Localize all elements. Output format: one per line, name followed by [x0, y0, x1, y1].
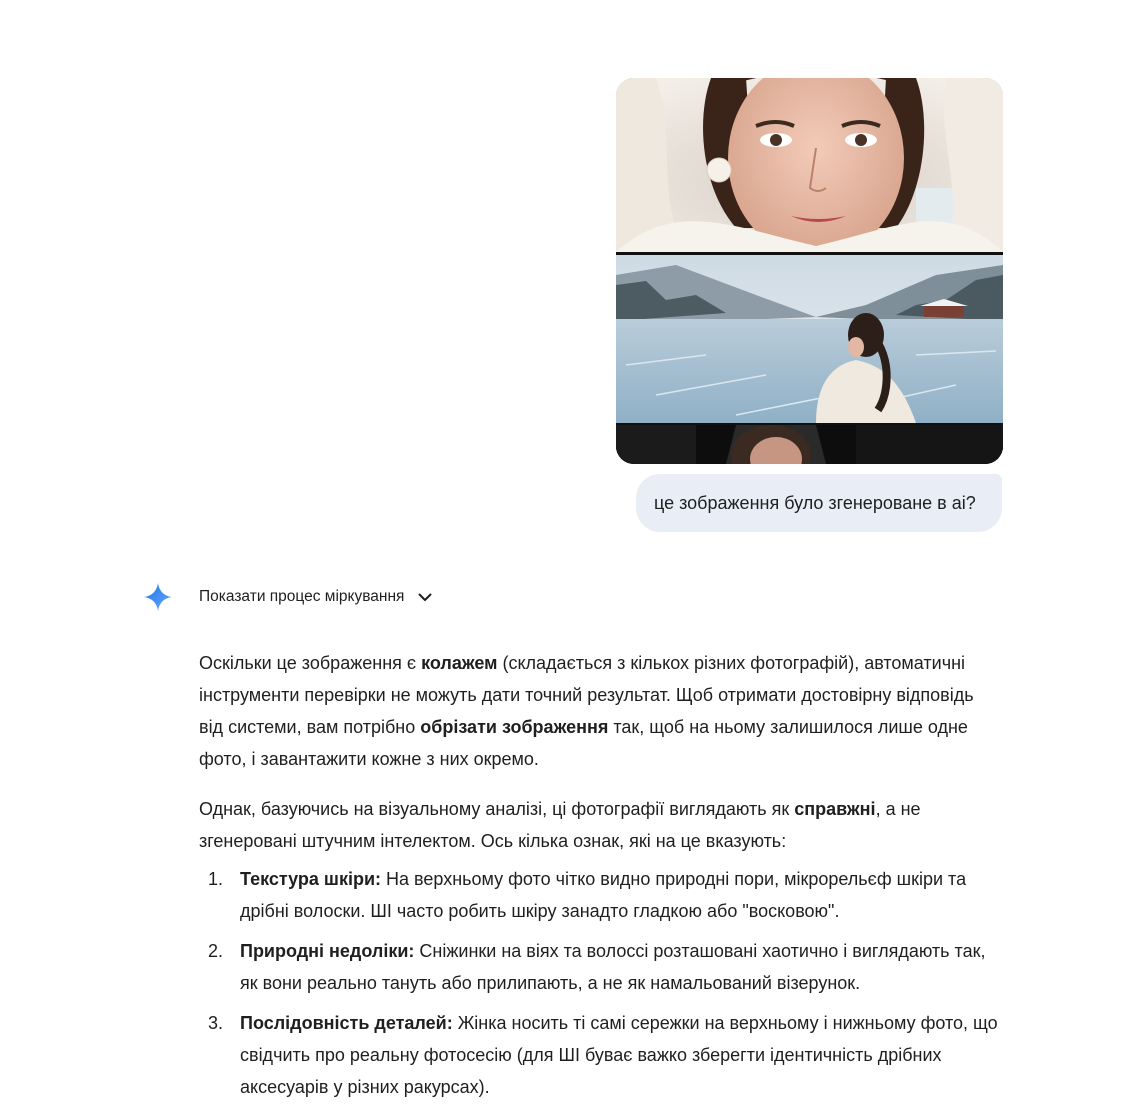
- list-item: [208, 935, 999, 999]
- gemini-spark-icon: [142, 581, 174, 613]
- car-illustration: [616, 425, 1003, 464]
- list-number: 1.: [208, 869, 224, 889]
- list-number: 2.: [208, 941, 224, 961]
- text-span: Однак, базуючись на візуальному аналізі, ці фотографії виглядають як: [199, 799, 795, 819]
- list-item-title: Текстура шкіри:: [240, 869, 382, 889]
- bold-span: обрізати зображення: [420, 717, 609, 737]
- answer-paragraph-1: [199, 647, 999, 775]
- show-thinking-label: Показати процес міркування: [199, 588, 405, 605]
- list-item-text: На верхньому фото чітко видно природні пори, мікрорельєф шкіри та дрібні волоски. ШІ часто робить шкіру занадто гладкою або "восковою".: [240, 869, 967, 921]
- text-span: (складається з кількох різних фотографій), автоматичні інструменти перевірки не можуть дати точний результат. Щоб отримати достовірну відповідь від системи, вам потрібно: [199, 653, 974, 737]
- list-item-title: Послідовність деталей:: [240, 1013, 453, 1033]
- bold-span: колажем: [421, 653, 498, 673]
- uploaded-image-collage[interactable]: [616, 78, 1003, 464]
- user-query-text: це зображення було згенероване в аі?: [636, 474, 1002, 532]
- list-item: [208, 1007, 999, 1103]
- list-item-title: Природні недоліки:: [240, 941, 415, 961]
- model-response-text: [199, 647, 999, 1111]
- list-item-text: Жінка носить ті самі сережки на верхньому і нижньому фото, що свідчить про реальну фотосесію (для ШІ буває важко зберегти ідентичність дрібних аксесуарів у різних ракурсах).: [240, 1013, 998, 1097]
- photo-frozen-lake: [616, 255, 1003, 423]
- text-span: так, щоб на ньому залишилося лише одне фото, і завантажити кожне з них окремо.: [199, 717, 968, 769]
- lake-illustration: [616, 255, 1003, 423]
- photo-car-interior: [616, 425, 1003, 464]
- text-span: Оскільки це зображення є: [199, 653, 422, 673]
- show-thinking-button[interactable]: [199, 585, 434, 609]
- answer-paragraph-2: [199, 793, 999, 857]
- text-span: , а не згенеровані штучним інтелектом. Ось кілька ознак, які на це вказують:: [199, 799, 921, 851]
- list-item: [208, 863, 999, 927]
- list-number: 3.: [208, 1013, 224, 1033]
- photo-portrait-fur-hood: [616, 78, 1003, 252]
- bold-span: справжні: [794, 799, 876, 819]
- portrait-illustration: [616, 78, 1003, 252]
- user-message: [616, 78, 1003, 513]
- chevron-down-icon: [416, 588, 434, 606]
- reasons-list: [199, 863, 999, 1103]
- list-item-text: Сніжинки на віях та волоссі розташовані хаотично і виглядають так, як вони реально тануть або прилипають, а не як намальований візерунок.: [240, 941, 986, 993]
